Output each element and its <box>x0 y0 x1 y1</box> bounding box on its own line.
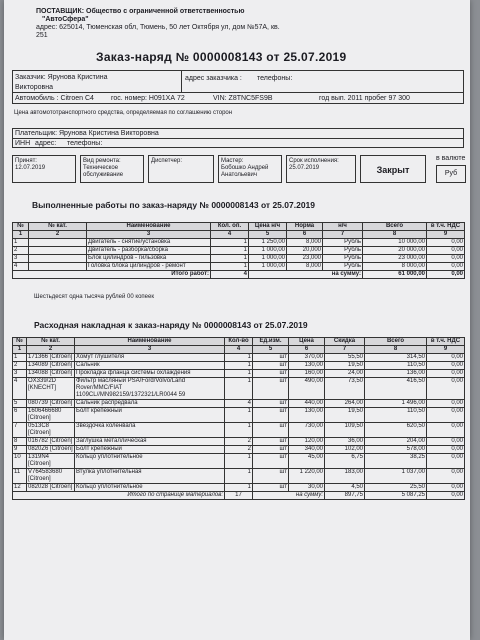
parts-cell: 0,00 <box>427 362 465 370</box>
table-row <box>13 454 465 469</box>
master-box <box>218 155 282 183</box>
parts-cell: Фильтр масляный PSA/Ford/Volvo/Land Rover/MMC/FIAT 1109CL//MN982159/1372321/LR0044 59 <box>75 378 225 400</box>
table-row <box>13 469 465 484</box>
table-row <box>13 239 465 247</box>
parts-cell: 55,50 <box>325 354 365 362</box>
works-cell: 2 <box>13 247 29 255</box>
car-vin: VIN: Z8TNC5FS9B <box>213 95 273 102</box>
works-cell: Рубль <box>323 255 363 263</box>
works-cell: 23,000 <box>287 255 323 263</box>
parts-cell: 4 <box>13 378 27 400</box>
parts-cell: Втулка уплотнительная <box>75 469 225 484</box>
parts-header-cell: Ед.изм. <box>253 338 289 346</box>
parts-cell: 416,50 <box>365 378 427 400</box>
works-cell: 1 000,00 <box>249 263 287 271</box>
works-header-cell: в т.ч. НДС <box>427 223 465 231</box>
order-document <box>4 0 470 640</box>
parts-cell: 102,00 <box>325 446 365 454</box>
works-cell: 20,000 <box>287 247 323 255</box>
parts-cell: 0,00 <box>427 354 465 362</box>
parts-cell: шт <box>253 400 289 408</box>
master-value-2: Анатольевич <box>221 172 258 178</box>
works-cell: Рубль <box>323 239 363 247</box>
deadline-label: Срок исполнения: <box>289 158 339 164</box>
works-table <box>12 222 465 279</box>
parts-cell: Кольцо уплотнительное <box>75 484 225 492</box>
parts-cell: 1 037,00 <box>365 469 427 484</box>
works-column-number: 2 <box>29 231 87 239</box>
parts-column-number: 3 <box>75 346 225 354</box>
works-cell: 1 000,00 <box>249 255 287 263</box>
status-badge: Закрыт <box>360 155 426 183</box>
parts-cell: 080739 [Citroen] <box>27 400 75 408</box>
parts-column-number: 2 <box>27 346 75 354</box>
works-cell: 0,00 <box>427 255 465 263</box>
parts-cell: 1 <box>225 362 253 370</box>
parts-cell: 6,75 <box>325 454 365 469</box>
parts-sum-label: на сумму: <box>253 492 325 500</box>
works-cell: 23 000,00 <box>363 255 427 263</box>
customer-box <box>12 70 464 104</box>
works-column-number: 3 <box>87 231 211 239</box>
parts-cell: 19,50 <box>325 362 365 370</box>
parts-cell: 36,00 <box>325 438 365 446</box>
parts-cell: 110,50 <box>365 362 427 370</box>
works-cell: 1 <box>211 239 249 247</box>
parts-cell: 578,00 <box>365 446 427 454</box>
parts-cell: 0,00 <box>427 484 465 492</box>
works-column-number: 9 <box>427 231 465 239</box>
works-column-number: 7 <box>323 231 363 239</box>
page-title: Заказ-наряд № 0000008143 от 25.07.2019 <box>96 50 347 64</box>
payer-address: адрес: <box>35 140 57 147</box>
deadline-box <box>286 155 356 183</box>
parts-cell: 016782 [Citroen] <box>27 438 75 446</box>
works-cell: Двигатель - снятие/установка <box>87 239 211 247</box>
car-model: Автомобиль : Citroen C4 <box>15 95 94 102</box>
parts-cell: Сальник распредвала <box>75 400 225 408</box>
works-cell: 1 <box>211 263 249 271</box>
parts-cell: шт <box>253 378 289 400</box>
parts-cell: 1 <box>225 469 253 484</box>
parts-cell: 73,50 <box>325 378 365 400</box>
parts-cell: 1 <box>225 484 253 492</box>
parts-cell: 1 <box>225 423 253 438</box>
divider <box>13 138 463 139</box>
parts-column-number-row <box>13 346 465 354</box>
parts-total-count: 17 <box>225 492 253 500</box>
currency-label: в валюте <box>436 155 466 162</box>
works-sum-label: на сумму: <box>249 271 363 279</box>
works-header-cell: Наименование <box>87 223 211 231</box>
works-column-number: 6 <box>287 231 323 239</box>
parts-cell: 5 <box>13 400 27 408</box>
works-cell: 1 250,00 <box>249 239 287 247</box>
parts-cell: 1 <box>225 408 253 423</box>
works-header-cell: Норма <box>287 223 323 231</box>
table-row <box>13 438 465 446</box>
works-header-row <box>13 223 465 231</box>
parts-cell: 136,00 <box>365 370 427 378</box>
parts-cell: 1 <box>225 354 253 362</box>
parts-cell: шт <box>253 438 289 446</box>
parts-cell: 109,50 <box>325 423 365 438</box>
works-cell: 8 000,00 <box>363 263 427 271</box>
car-year-mileage: год вып. 2011 пробег 97 300 <box>319 95 410 102</box>
parts-cell: 110,50 <box>365 408 427 423</box>
works-cell: Блок цилиндров - гильзовка <box>87 255 211 263</box>
parts-cell: 1 <box>13 354 27 362</box>
parts-cell: 1319N4 [Citroen] <box>27 454 75 469</box>
parts-cell: 082028 [Citroen] <box>27 484 75 492</box>
supplier-line-4: 251 <box>36 32 48 39</box>
repair-type-label: Вид ремонта: <box>83 158 121 164</box>
parts-cell: 0,00 <box>427 378 465 400</box>
parts-cell: 0,00 <box>427 400 465 408</box>
works-column-number-row <box>13 231 465 239</box>
works-header-cell: н/ч <box>323 223 363 231</box>
table-row <box>13 354 465 362</box>
parts-cell: 8 <box>13 438 27 446</box>
works-column-number: 5 <box>249 231 287 239</box>
parts-cell: 370,00 <box>289 354 325 362</box>
parts-cell: 12 <box>13 484 27 492</box>
works-cell: 1 <box>211 247 249 255</box>
works-cell: 3 <box>13 255 29 263</box>
works-total-label: Итого работ: <box>13 271 211 279</box>
works-column-number: 4 <box>211 231 249 239</box>
parts-cell: 4 <box>225 400 253 408</box>
repair-type-value-2: обслуживание <box>83 172 124 178</box>
accepted-value: 12.07.2019 <box>15 165 46 171</box>
parts-cell: Кольцо уплотнительное <box>75 454 225 469</box>
parts-cell: 1 <box>225 454 253 469</box>
works-cell: Рубль <box>323 263 363 271</box>
master-label: Мастер: <box>221 158 244 164</box>
parts-cell: 10 <box>13 454 27 469</box>
divider <box>181 71 182 92</box>
works-cell: Рубль <box>323 247 363 255</box>
payer-phones: телефоны: <box>67 140 103 147</box>
parts-cell: шт <box>253 408 289 423</box>
table-row <box>13 255 465 263</box>
supplier-block <box>36 8 366 40</box>
parts-cell: 130,00 <box>289 362 325 370</box>
parts-cell: 314,50 <box>365 354 427 362</box>
parts-cell: 2 <box>13 362 27 370</box>
parts-column-number: 8 <box>365 346 427 354</box>
payer-inn: ИНН <box>15 140 31 147</box>
table-row <box>13 484 465 492</box>
parts-cell: шт <box>253 446 289 454</box>
table-row <box>13 370 465 378</box>
parts-cell: 19,50 <box>325 408 365 423</box>
parts-cell: Хомут глушителя <box>75 354 225 362</box>
parts-cell: 490,00 <box>289 378 325 400</box>
works-header-cell: Кол. оп. <box>211 223 249 231</box>
parts-cell: OX339/2D [KNECHT] <box>27 378 75 400</box>
parts-header-cell: Цена <box>289 338 325 346</box>
parts-cell: 0,00 <box>427 454 465 469</box>
parts-total-row <box>13 492 465 500</box>
repair-type-value-1: Техническое <box>83 165 119 171</box>
works-cell <box>29 263 87 271</box>
parts-sum-value: 5 087,25 <box>365 492 427 500</box>
payer-box <box>12 128 464 148</box>
works-header-cell: № <box>13 223 29 231</box>
parts-cell: 0,00 <box>427 370 465 378</box>
table-row <box>13 446 465 454</box>
supplier-line-2: "АвтоСфера" <box>42 16 89 23</box>
divider <box>13 92 463 93</box>
works-cell: 0,00 <box>427 239 465 247</box>
works-cell: Головка блока цилиндров - ремонт <box>87 263 211 271</box>
parts-cell: шт <box>253 484 289 492</box>
parts-cell: шт <box>253 370 289 378</box>
works-cell: 4 <box>13 263 29 271</box>
parts-sum-vat: 0,00 <box>427 492 465 500</box>
dispatcher-box <box>148 155 214 183</box>
table-row <box>13 263 465 271</box>
parts-cell: 0,00 <box>427 469 465 484</box>
parts-cell: 0513C8 [Citroen] <box>27 423 75 438</box>
parts-column-number: 4 <box>225 346 253 354</box>
car-plate: гос. номер: Н091ХА 72 <box>111 95 185 102</box>
table-row <box>13 408 465 423</box>
parts-cell: Звездочка коленвала <box>75 423 225 438</box>
parts-cell: 0,00 <box>427 423 465 438</box>
parts-cell: 3 <box>13 370 27 378</box>
currency-value: Руб <box>436 165 466 183</box>
works-cell: 8,000 <box>287 263 323 271</box>
parts-cell: 0,00 <box>427 446 465 454</box>
parts-header-cell: Кол-во <box>225 338 253 346</box>
parts-cell: 4,50 <box>325 484 365 492</box>
parts-cell: шт <box>253 423 289 438</box>
parts-cell: Болт крепежный <box>75 408 225 423</box>
parts-header-cell: Всего <box>365 338 427 346</box>
table-row <box>13 423 465 438</box>
supplier-line-1: ПОСТАВЩИК: Общество с ограниченной ответственностью <box>36 8 245 15</box>
parts-cell: 1 220,00 <box>289 469 325 484</box>
customer-phones: телефоны: <box>257 75 293 82</box>
parts-cell: 134089 [Citroen] <box>27 362 75 370</box>
parts-cell: 1606466680 [Citroen] <box>27 408 75 423</box>
works-column-number: 1 <box>13 231 29 239</box>
parts-cell: 264,00 <box>325 400 365 408</box>
parts-cell: 2 <box>225 438 253 446</box>
works-cell: 1 000,00 <box>249 247 287 255</box>
works-cell: Двигатель - разборка/сборка <box>87 247 211 255</box>
parts-header-cell: в т.ч. НДС <box>427 338 465 346</box>
parts-cell: 1 <box>225 370 253 378</box>
repair-type-box <box>80 155 144 183</box>
works-header-cell: Цена н/ч <box>249 223 287 231</box>
accepted-label: Принят: <box>15 158 37 164</box>
parts-cell: 45,00 <box>289 454 325 469</box>
parts-cell: Болт крепежный <box>75 446 225 454</box>
parts-cell: 183,00 <box>325 469 365 484</box>
parts-total-label: Итого по странице материалов: <box>13 492 225 500</box>
works-cell: 1 <box>211 255 249 263</box>
parts-header-row <box>13 338 465 346</box>
parts-cell: шт <box>253 354 289 362</box>
parts-column-number: 6 <box>289 346 325 354</box>
accepted-box <box>12 155 76 183</box>
deadline-value: 25.07.2019 <box>289 165 320 171</box>
parts-header-cell: Скидка <box>325 338 365 346</box>
parts-cell: 340,00 <box>289 446 325 454</box>
parts-cell: Прокладка фланца системы охлаждения <box>75 370 225 378</box>
table-row <box>13 247 465 255</box>
parts-cell: шт <box>253 469 289 484</box>
customer-name-cont: Викторовна <box>15 84 54 91</box>
parts-sum-discount: 897,75 <box>325 492 365 500</box>
works-cell <box>29 255 87 263</box>
parts-cell: 134088 [Citroen] <box>27 370 75 378</box>
parts-column-number: 7 <box>325 346 365 354</box>
works-cell <box>29 247 87 255</box>
works-cell: 20 000,00 <box>363 247 427 255</box>
parts-cell: шт <box>253 362 289 370</box>
parts-cell: 204,00 <box>365 438 427 446</box>
parts-cell: 0,00 <box>427 408 465 423</box>
payer-label: Плательщик: Ярунова Кристина Викторовна <box>15 130 159 137</box>
master-value-1: Бобошко Андрей <box>221 165 269 171</box>
works-cell: 0,00 <box>427 247 465 255</box>
customer-address: адрес заказчика : <box>185 75 242 82</box>
parts-cell: Сальник <box>75 362 225 370</box>
parts-cell: 171366 [Citroen] <box>27 354 75 362</box>
parts-header-cell: Наименование <box>75 338 225 346</box>
parts-cell: 440,00 <box>289 400 325 408</box>
parts-cell: 130,00 <box>289 408 325 423</box>
parts-cell: шт <box>253 454 289 469</box>
parts-cell: 160,00 <box>289 370 325 378</box>
works-cell: 8,000 <box>287 239 323 247</box>
parts-cell: 9 <box>13 446 27 454</box>
works-cell <box>29 239 87 247</box>
works-title: Выполненные работы по заказ-наряду № 0000008143 от 25.07.2019 <box>32 200 315 210</box>
parts-column-number: 1 <box>13 346 27 354</box>
parts-cell: 1 <box>225 378 253 400</box>
parts-cell: 7 <box>13 423 27 438</box>
parts-column-number: 5 <box>253 346 289 354</box>
supplier-line-3: адрес: 625014, Тюменская обл, Тюмень, 50 лет Октября ул, дом №57А, кв. <box>36 24 280 31</box>
works-total-count: 4 <box>211 271 249 279</box>
parts-header-cell: № кат. <box>27 338 75 346</box>
parts-cell: 2 <box>225 446 253 454</box>
works-column-number: 8 <box>363 231 427 239</box>
parts-cell: 38,25 <box>365 454 427 469</box>
parts-cell: 11 <box>13 469 27 484</box>
customer-label: Заказчик: Ярунова Кристина <box>15 74 108 81</box>
works-sum-value: 61 000,00 <box>363 271 427 279</box>
parts-table <box>12 337 465 500</box>
parts-cell: Заглушка металлическая <box>75 438 225 446</box>
parts-cell: 6 <box>13 408 27 423</box>
price-note: Цена автомототранспортного средства, определяемая по соглашению сторон <box>14 110 233 116</box>
parts-cell: 24,00 <box>325 370 365 378</box>
works-header-cell: № кат. <box>29 223 87 231</box>
works-header-cell: Всего <box>363 223 427 231</box>
parts-cell: 30,00 <box>289 484 325 492</box>
parts-header-cell: № <box>13 338 27 346</box>
parts-cell: 0,00 <box>427 438 465 446</box>
table-row <box>13 362 465 370</box>
works-cell: 0,00 <box>427 263 465 271</box>
parts-cell: 1 496,00 <box>365 400 427 408</box>
parts-cell: 620,50 <box>365 423 427 438</box>
works-cell: 1 <box>13 239 29 247</box>
parts-cell: V764583680 [Citroen] <box>27 469 75 484</box>
parts-cell: 120,00 <box>289 438 325 446</box>
parts-cell: 25,50 <box>365 484 427 492</box>
dispatcher-label: Диспетчер: <box>151 158 183 164</box>
works-sum-words: Шестьдесят одна тысяча рублей 00 копеек <box>34 294 154 300</box>
works-sum-vat: 0,00 <box>427 271 465 279</box>
parts-column-number: 9 <box>427 346 465 354</box>
parts-title: Расходная накладная к заказ-наряду № 0000008143 от 25.07.2019 <box>34 320 308 330</box>
parts-cell: 730,00 <box>289 423 325 438</box>
works-cell: 10 000,00 <box>363 239 427 247</box>
table-row <box>13 378 465 400</box>
table-row <box>13 400 465 408</box>
parts-cell: 0820Z6 [Citroen] <box>28 446 73 452</box>
works-total-row <box>13 271 465 279</box>
